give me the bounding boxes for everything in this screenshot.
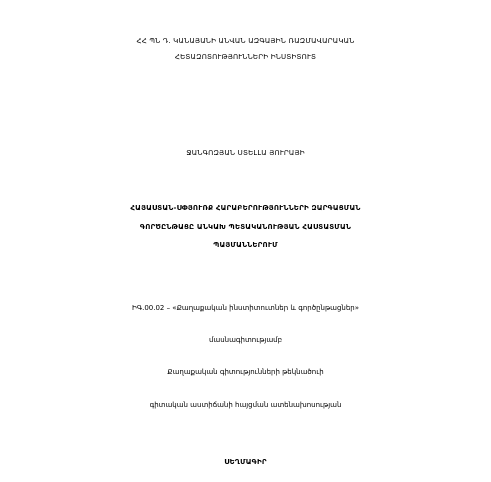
thesis-title-line-3: ՊԱՅՄԱՆՆԵՐՈՒՄ [213, 241, 278, 249]
specialty-word: մասնագիտությամբ [208, 336, 283, 344]
author-name: ՋԱՆԳՈԶՅԱՆ ՍՏԵԼԼԱ ՅՈՒՐԱՅԻ [186, 149, 305, 157]
institute-name-line-1: ՀՀ ՊՆ Դ. ԿԱՆԱՅԱՆԻ ԱՆՎԱՆ ԱԶԳԱՅԻՆ ՌԱԶՄԱՎԱՐԱԿԱՆ [136, 37, 355, 45]
thesis-title-line-2: ԳՈՐԾԸՆԹԱՑԸ ԱՆԿԱԽ ՊԵՏԱԿԱՆՈՒԹՅԱՆ ՀԱՍՏԱՏՄԱՆ [139, 223, 352, 231]
degree-line-2: գիտական աստիճանի հայցման ատենախոսության [149, 401, 342, 409]
specialty-code: ԻԳ.00.02 – «Քաղաքական ինստիտուտներ և գործընթացներ» [131, 304, 359, 312]
thesis-title-line-1: ՀԱՅԱՍՏԱՆ-ՍՓՅՈՒՌՔ ՀԱՐԱԲԵՐՈՒԹՅՈՒՆՆԵՐԻ ԶԱՐԳԱՑՄԱՆ [130, 204, 361, 212]
abstract-label: ՍԵՂՄԱԳԻՐ [224, 458, 267, 466]
institute-name-line-2: ՀԵՏԱԶՈՏՈՒԹՅՈՒՆՆԵՐԻ ԻՆՍՏԻՏՈՒՏ [174, 53, 317, 61]
degree-line-1: Քաղաքական գիտությունների թեկնածուի [167, 368, 324, 376]
